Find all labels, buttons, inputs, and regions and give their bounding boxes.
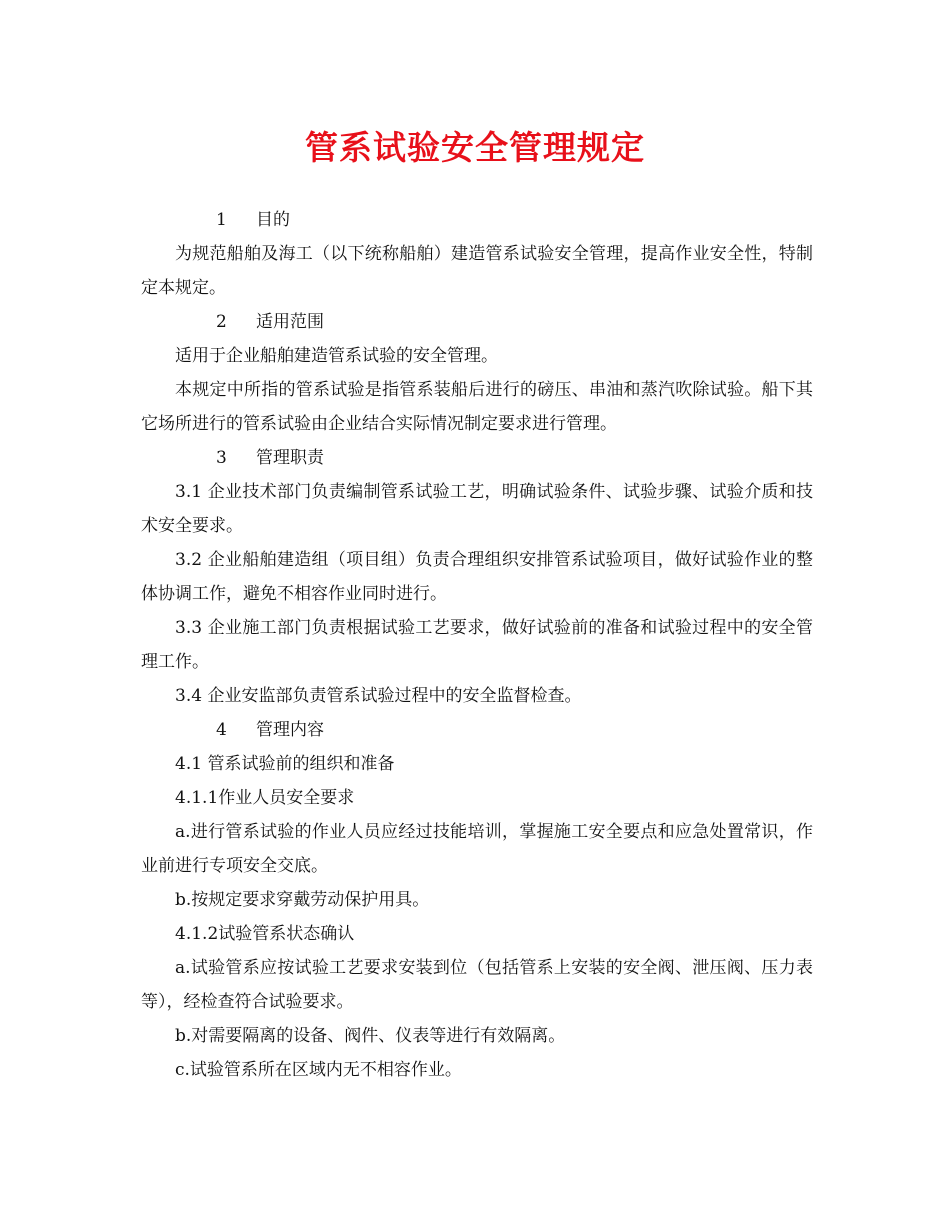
section-heading-purpose bbox=[141, 203, 813, 237]
paragraph: 3.3 企业施工部门负责根据试验工艺要求，做好试验前的准备和试验过程中的安全管理工作。 bbox=[141, 618, 813, 672]
paragraph: 3.4 企业安监部负责管系试验过程中的安全监督检查。 bbox=[175, 686, 582, 706]
list-item: a.进行管系试验的作业人员应经过技能培训，掌握施工安全要点和应急处置常识，作业前进行专项安全交底。 bbox=[141, 822, 813, 876]
section-number: 4 bbox=[216, 720, 227, 740]
section-label: 管理职责 bbox=[256, 448, 324, 468]
section-heading-scope bbox=[141, 305, 813, 339]
section-label: 管理内容 bbox=[256, 720, 324, 740]
paragraph: 3.2 企业船舶建造组（项目组）负责合理组织安排管系试验项目，做好试验作业的整体协调工作，避免不相容作业同时进行。 bbox=[141, 550, 813, 604]
section-heading-content bbox=[141, 713, 813, 747]
section-label: 目的 bbox=[256, 210, 290, 230]
subsection-heading: 4.1 管系试验前的组织和准备 bbox=[175, 754, 395, 774]
section-number: 2 bbox=[216, 312, 227, 332]
paragraph: 3.1 企业技术部门负责编制管系试验工艺，明确试验条件、试验步骤、试验介质和技术安全要求。 bbox=[141, 482, 813, 536]
document-body bbox=[141, 203, 813, 1087]
list-item: b.按规定要求穿戴劳动保护用具。 bbox=[175, 890, 430, 910]
paragraph: 本规定中所指的管系试验是指管系装船后进行的磅压、串油和蒸汽吹除试验。船下其它场所进行的管系试验由企业结合实际情况制定要求进行管理。 bbox=[141, 380, 813, 434]
section-number: 3 bbox=[216, 448, 227, 468]
list-item: c.试验管系所在区域内无不相容作业。 bbox=[175, 1060, 462, 1080]
subsection-heading: 4.1.2试验管系状态确认 bbox=[175, 924, 355, 944]
section-number: 1 bbox=[216, 210, 227, 230]
list-item: b.对需要隔离的设备、阀件、仪表等进行有效隔离。 bbox=[175, 1026, 566, 1046]
subsection-heading: 4.1.1作业人员安全要求 bbox=[175, 788, 355, 808]
paragraph: 为规范船舶及海工（以下统称船舶）建造管系试验安全管理，提高作业安全性，特制定本规定。 bbox=[141, 244, 813, 298]
paragraph: 适用于企业船舶建造管系试验的安全管理。 bbox=[175, 346, 498, 366]
list-item: a.试验管系应按试验工艺要求安装到位（包括管系上安装的安全阀、泄压阀、压力表等），经检查符合试验要求。 bbox=[141, 958, 813, 1012]
section-label: 适用范围 bbox=[256, 312, 324, 332]
section-heading-responsibilities bbox=[141, 441, 813, 475]
document-title: 管系试验安全管理规定 bbox=[305, 128, 645, 167]
